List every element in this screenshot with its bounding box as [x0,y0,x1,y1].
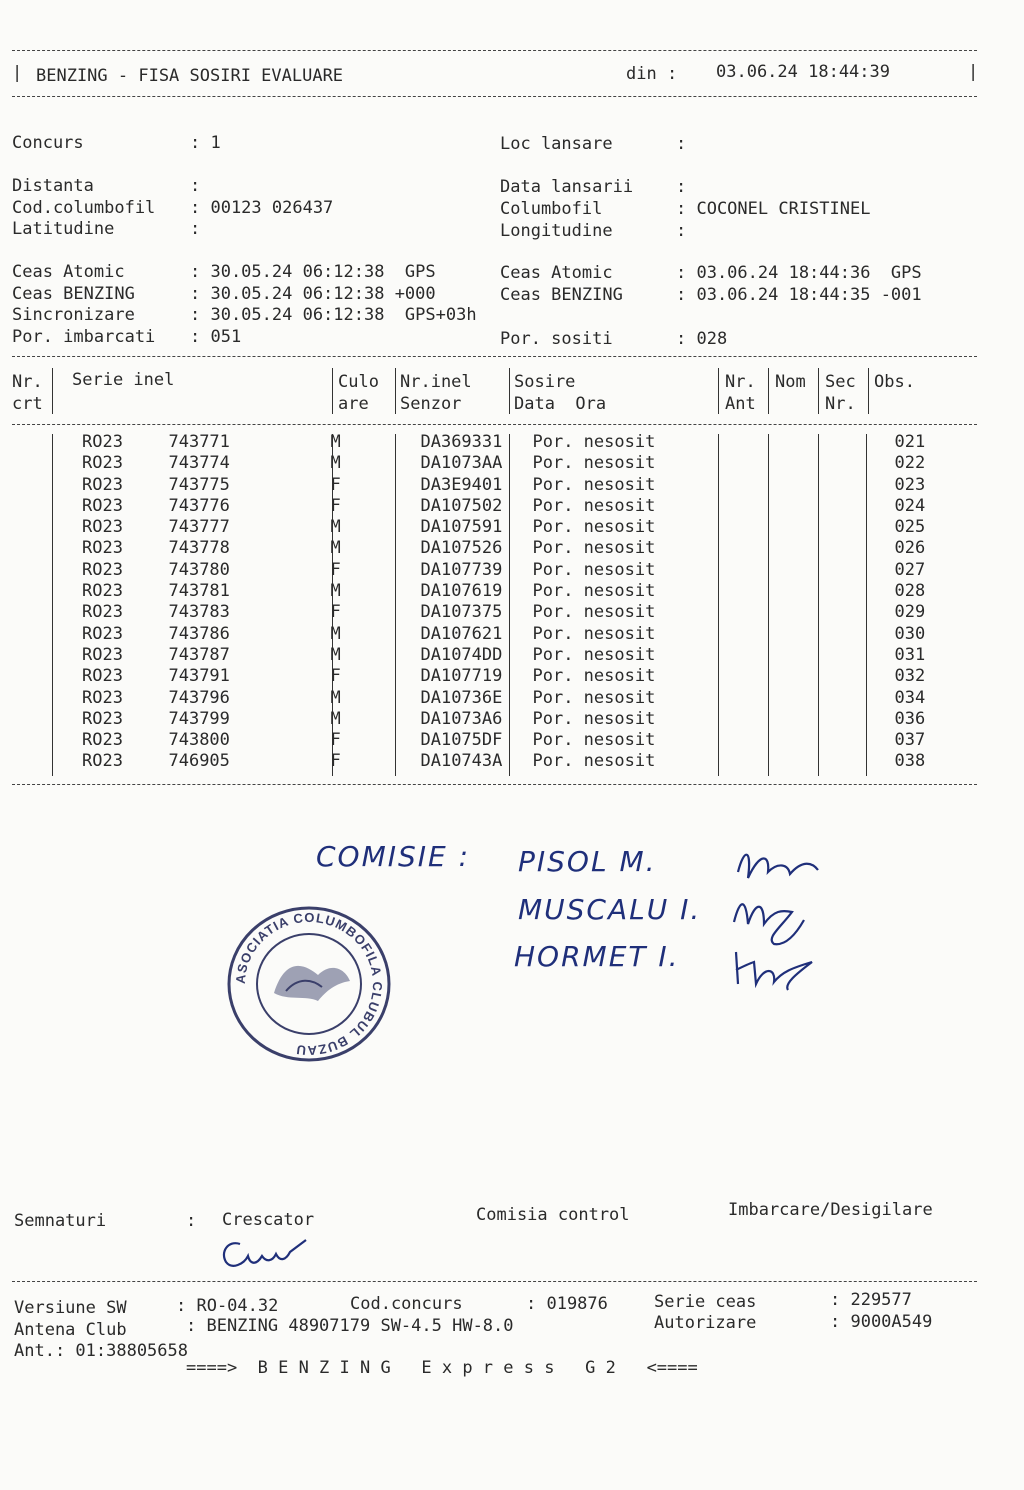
table-row [0,538,1014,559]
col-separator [868,368,869,414]
table-row [0,475,1014,496]
table-row [0,560,1014,581]
versiune-value: : RO-04.32 [176,1296,279,1316]
cell-status: Por. nesosit [532,432,656,452]
cell-year: 23 [102,474,123,495]
header-bottom-rule [12,96,977,97]
cell-ring: 743791 [168,666,230,687]
antena-value: : BENZING 48907179 SW-4.5 HW-8.0 [186,1316,514,1336]
imbarcare-label: Imbarcare/Desigilare [728,1200,933,1220]
cell-sex: M [330,687,341,708]
cell-sensor: DA107591 [420,517,503,538]
cell-country: RO [82,623,103,644]
cell-year: 23 [102,602,123,623]
cell-ring: 743778 [168,538,230,559]
table-row [0,751,1014,772]
col-header-are: are [338,394,369,414]
club-stamp [226,905,392,1063]
table-row [0,496,1014,517]
cod-concurs-label: Cod.concurs [350,1294,463,1314]
cell-sex: F [330,602,341,623]
cell-obs: 022 [894,453,926,474]
benzing-express-banner: ====> B E N Z I N G E x p r e s s G 2 <==== [186,1358,698,1378]
serie-ceas-label: Serie ceas [654,1292,757,1312]
cell-sex: M [330,581,341,602]
cell-ring: 743771 [168,432,230,452]
semnaturi-label: Semnaturi [14,1211,107,1231]
versiune-label: Versiune SW [14,1298,127,1318]
table-header-rule [12,424,977,425]
semnaturi-colon: : [186,1211,197,1231]
cell-obs: 030 [894,623,926,644]
col-separator [818,368,819,414]
cell-year: 23 [102,581,123,602]
cell-country: RO [82,517,103,538]
cell-obs: 026 [894,538,926,559]
col-header-nr-inel: Nr.inel [400,372,472,392]
table-row [0,709,1014,730]
cell-sex: F [330,730,341,751]
cell-ring: 743796 [168,687,230,708]
autorizare-label: Autorizare [654,1313,757,1333]
distanta-value: : [190,176,201,196]
cell-ring: 743786 [168,623,230,644]
cell-country: RO [82,751,103,772]
cell-ring: 743783 [168,602,230,623]
cell-obs: 032 [894,666,926,687]
table-row [0,517,1014,538]
cell-obs: 031 [894,644,926,665]
cell-sex: F [330,495,341,516]
cell-ring: 743799 [168,708,230,729]
cell-sex: M [330,453,341,474]
col-header-sec: Sec [825,372,856,392]
col-separator [509,368,510,414]
cell-obs: 025 [894,517,926,538]
header-top-rule [12,50,977,51]
cell-status: Por. nesosit [532,517,656,538]
cell-status: Por. nesosit [532,602,656,623]
col-header-nr-ant: Nr. [725,372,756,392]
cell-year: 23 [102,517,123,538]
comisia-label: Comisia control [476,1205,630,1225]
cell-ring: 743780 [168,559,230,580]
cell-obs: 027 [894,559,926,580]
crescator-label: Crescator [222,1210,315,1230]
col-separator [718,368,719,414]
cell-sensor: DA3E9401 [420,474,503,495]
cell-sex: F [330,474,341,495]
cell-sensor: DA107526 [420,538,503,559]
cell-sensor: DA107502 [420,495,503,516]
cell-ring: 743777 [168,517,230,538]
cell-sensor: DA1073AA [420,453,503,474]
latitudine-value: : [190,219,201,239]
latitudine-label: Latitudine [12,219,115,239]
col-header-sec-nr: Nr. [825,394,856,414]
cell-country: RO [82,474,103,495]
cell-obs: 038 [894,751,926,772]
cell-country: RO [82,666,103,687]
loc-lansare-label: Loc lansare [500,134,613,154]
cell-ring: 743800 [168,730,230,751]
cell-status: Por. nesosit [532,538,656,559]
comisie-member: MUSCALU I. [518,893,702,926]
cell-year: 23 [102,453,123,474]
comisie-label: COMISIE : [316,840,471,873]
cell-sex: M [330,623,341,644]
cell-status: Por. nesosit [532,559,656,580]
cell-status: Por. nesosit [532,751,656,772]
signature-scribble [730,944,820,994]
clock-left-label: Ceas Atomic [12,262,125,282]
clock-right-value: : 03.06.24 18:44:35 -001 [676,285,922,305]
comisie-member: PISOL M. [518,845,657,878]
ant-line: Ant.: 01:38805658 [14,1341,188,1361]
cell-sensor: DA10743A [420,751,503,772]
table-row [0,432,1014,453]
cell-year: 23 [102,623,123,644]
cell-obs: 029 [894,602,926,623]
cell-year: 23 [102,751,123,772]
signature-scribble [730,842,830,892]
cell-year: 23 [102,495,123,516]
cell-country: RO [82,730,103,751]
cod-columbofil-label: Cod.columbofil [12,198,156,218]
clock-right-label: Por. sositi [500,329,613,349]
clock-right-value: : 028 [676,329,728,349]
clock-left-label: Ceas BENZING [12,284,135,304]
cell-ring: 743774 [168,453,230,474]
header-left-bar: | [12,63,23,83]
arrivals-table [0,432,1014,773]
cell-sex: F [330,559,341,580]
cell-obs: 034 [894,687,926,708]
loc-lansare-value: : [676,134,687,154]
clock-left-value: : 30.05.24 06:12:38 GPS+03h [190,305,477,325]
cell-country: RO [82,687,103,708]
svg-text:ASOCIATIA COLUMBOFILA CLUBUL B: ASOCIATIA COLUMBOFILA CLUBUL BUZAU [232,909,386,1059]
cell-obs: 028 [894,581,926,602]
antena-label: Antena Club [14,1320,127,1340]
serie-ceas-value: : 229577 [830,1290,912,1310]
col-header-crt: crt [12,394,43,414]
col-header-culo: Culo [338,372,379,392]
col-separator [52,368,53,414]
col-header-obs: Obs. [874,372,915,392]
header-din-label: din : [626,64,678,84]
longitudine-value: : [676,221,687,241]
clock-right-value: : 03.06.24 18:44:36 GPS [676,263,922,283]
cell-status: Por. nesosit [532,687,656,708]
cell-sensor: DA10736E [420,687,503,708]
cell-sensor: DA1075DF [420,730,503,751]
cell-sensor: DA369331 [420,432,503,452]
table-row [0,602,1014,623]
columbofil-value: : COCONEL CRISTINEL [676,199,871,219]
cell-status: Por. nesosit [532,581,656,602]
col-header-nom: Nom [775,372,806,392]
cell-year: 23 [102,708,123,729]
cell-ring: 746905 [168,751,230,772]
concurs-value: : 1 [190,133,221,153]
cell-country: RO [82,708,103,729]
autorizare-value: : 9000A549 [830,1312,933,1332]
cell-sensor: DA107739 [420,559,503,580]
cell-status: Por. nesosit [532,623,656,644]
cell-country: RO [82,644,103,665]
cell-ring: 743781 [168,581,230,602]
table-row [0,730,1014,751]
footer-top-rule [12,1281,977,1282]
col-header-data-ora: Data Ora [514,394,607,414]
col-header-serie-inel: Serie inel [72,370,175,390]
table-row [0,666,1014,687]
cell-status: Por. nesosit [532,495,656,516]
table-top-rule [12,356,977,357]
col-header-senzor: Senzor [400,394,462,414]
header-datetime: 03.06.24 18:44:39 [716,62,890,82]
cod-concurs-value: : 019876 [526,1294,608,1314]
cell-year: 23 [102,538,123,559]
cell-ring: 743776 [168,495,230,516]
document-title: BENZING - FISA SOSIRI EVALUARE [36,66,344,86]
signature-scribble [730,888,820,948]
cell-status: Por. nesosit [532,453,656,474]
clock-left-value: : 051 [190,327,242,347]
table-bottom-rule [12,784,977,785]
cell-status: Por. nesosit [532,666,656,687]
cell-status: Por. nesosit [532,474,656,495]
cell-country: RO [82,538,103,559]
table-row [0,645,1014,666]
col-header-ant: Ant [725,394,756,414]
cell-country: RO [82,581,103,602]
cell-status: Por. nesosit [532,708,656,729]
cell-sex: M [330,432,341,452]
cell-obs: 021 [894,432,926,452]
cell-sex: M [330,517,341,538]
cell-ring: 743775 [168,474,230,495]
crescator-signature [216,1232,316,1272]
cell-ring: 743787 [168,644,230,665]
cell-country: RO [82,602,103,623]
cell-sex: M [330,708,341,729]
cell-obs: 037 [894,730,926,751]
clock-left-label: Por. imbarcati [12,327,156,347]
clock-left-label: Sincronizare [12,305,135,325]
cell-year: 23 [102,666,123,687]
cell-year: 23 [102,730,123,751]
col-separator [395,368,396,414]
table-row [0,581,1014,602]
data-lansarii-label: Data lansarii [500,177,634,197]
cell-sensor: DA107621 [420,623,503,644]
cell-sensor: DA1074DD [420,644,503,665]
cell-country: RO [82,559,103,580]
cell-obs: 023 [894,474,926,495]
distanta-label: Distanta [12,176,94,196]
cell-sex: F [330,666,341,687]
cell-obs: 024 [894,495,926,516]
clock-left-value: : 30.05.24 06:12:38 GPS [190,262,436,282]
cell-year: 23 [102,432,123,452]
cell-sex: M [330,538,341,559]
cod-columbofil-value: : 00123 026437 [190,198,334,218]
table-row [0,453,1014,474]
cell-year: 23 [102,687,123,708]
col-separator [332,368,333,414]
clock-right-label: Ceas Atomic [500,263,613,283]
cell-sensor: DA107719 [420,666,503,687]
clock-right-label: Ceas BENZING [500,285,623,305]
table-row [0,688,1014,709]
cell-obs: 036 [894,708,926,729]
clock-left-value: : 30.05.24 06:12:38 +000 [190,284,436,304]
cell-sex: F [330,751,341,772]
cell-status: Por. nesosit [532,730,656,751]
cell-country: RO [82,453,103,474]
col-separator [768,368,769,414]
cell-sensor: DA107619 [420,581,503,602]
data-lansarii-value: : [676,177,687,197]
cell-sex: M [330,644,341,665]
columbofil-label: Columbofil [500,199,603,219]
table-row [0,624,1014,645]
comisie-member: HORMET I. [514,940,680,973]
cell-sensor: DA1073A6 [420,708,503,729]
col-header-nr: Nr. [12,372,43,392]
cell-status: Por. nesosit [532,644,656,665]
cell-year: 23 [102,644,123,665]
cell-sensor: DA107375 [420,602,503,623]
col-header-sosire: Sosire [514,372,576,392]
concurs-label: Concurs [12,133,84,153]
longitudine-label: Longitudine [500,221,613,241]
cell-country: RO [82,432,103,452]
header-right-bar: | [968,62,979,82]
cell-year: 23 [102,559,123,580]
cell-country: RO [82,495,103,516]
